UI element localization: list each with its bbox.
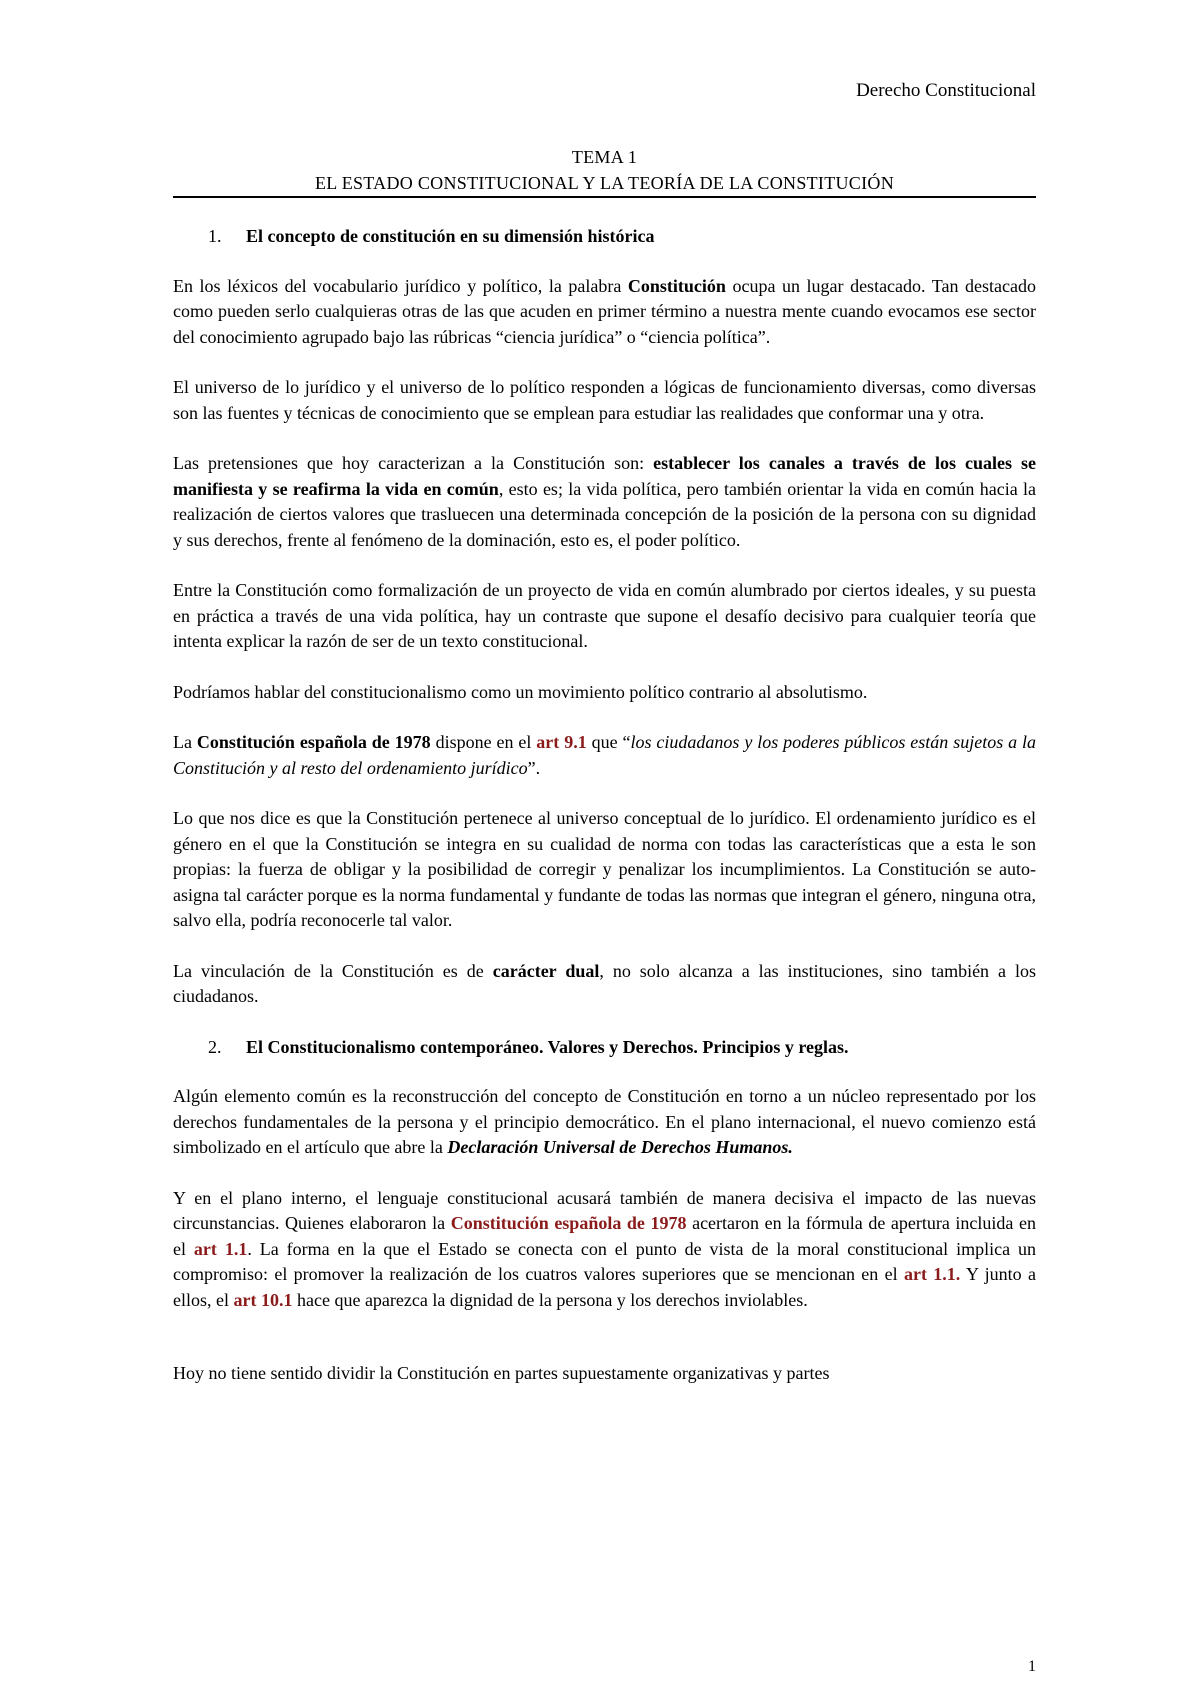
section-number: 1. [208,226,222,246]
title-line-2: EL ESTADO CONSTITUCIONAL Y LA TEORÍA DE LA CONSTITUCIÓN [314,173,895,193]
text-run: Y junto a ellos, el [173,1264,1037,1310]
section-heading-2 [173,1035,1036,1061]
text-run: Algún elemento común es la reconstrucción del concepto de Constitución en torno a un núcleo representado por los derechos fundamentales de la persona y el principio democrático. En el plano internacional, el nuevo comienzo está simbolizado en el artículo que abre la [173,1086,1036,1157]
paragraph [173,1186,1036,1314]
text-run: . La forma en la que el Estado se conecta con el punto de vista de la moral constitucional implica un compromiso: el promover la realización de los cuatros valores superiores que se mencionan en el [173,1238,1036,1284]
bold-italic-term: Declaración Universal de Derechos Humanos. [447,1137,793,1157]
bold-term: Constitución española de 1978 [196,732,431,752]
text-run: Las pretensiones que hoy caracterizan a la Constitución son: [173,453,654,473]
text-run: dispone en el [430,732,537,752]
article-reference: art 10.1 [233,1289,293,1310]
section-heading-1 [173,224,1036,250]
article-reference: art 9.1 [536,732,587,752]
paragraph: Lo que nos dice es que la Constitución pertenece al universo conceptual de lo jurídico. El ordenamiento jurídico es el género en el que la Constitución se integra en su cualidad de norma con todas las características que a esta le son propias: la fuerza de obligar y la posibilidad de corregir y penalizar los incumplimientos. La Constitución se auto-asigna tal carácter porque es la norma fundamental y fundante de todas las normas que integran el género, ninguna otra, salvo ella, podría reconocerle tal valor. [173,808,1036,930]
section-title: El Constitucionalismo contemporáneo. Valores y Derechos. Principios y reglas. [246,1036,849,1057]
paragraph [173,1084,1036,1161]
paragraph: Hoy no tiene sentido dividir la Constitución en partes supuestamente organizativas y partes [173,1363,830,1383]
title-underline [173,196,1036,198]
page-number: 1 [1028,1658,1036,1675]
paragraph: El universo de lo jurídico y el universo de lo político responden a lógicas de funcionamiento diversas, como diversas son las fuentes y técnicas de conocimiento que se emplean para estudiar las realidades que conformar una y otra. [173,377,1036,423]
bold-phrase: establecer los canales a través de los cuales se manifiesta y se reafirma la vida en común [173,453,1036,499]
quoted-text: los ciudadanos y los poderes públicos están sujetos a la Constitución y al resto del ordenamiento jurídico [173,732,1037,778]
text-run: , no solo alcanza a las instituciones, sino también a los ciudadanos. [173,960,1037,1006]
document-body [173,224,1036,1412]
text-run: , esto es; la vida política, pero también orientar la vida en común hacia la realización de ciertos valores que trasluecen una determinada concepción de la posición de la persona con su dignidad y sus derechos, frente al fenómeno de la dominación, esto es, el poder político. [173,478,1036,550]
section-number: 2. [208,1036,222,1057]
text-run: ocupa un lugar destacado. Tan destacado como pueden serlo cualquieras otras de las que acuden en primer término a nuestra mente cuando evocamos ese sector del conocimiento agrupado bajo las rúbricas “ciencia jurídica” o “ciencia política”. [173,275,1037,347]
title-block [173,144,1036,196]
text-run: Y en el plano interno, el lenguaje constitucional acusará también de manera decisiva el impacto de las nuevas circunstancias. Quienes elaboraron la [173,1187,1036,1233]
article-reference: art 1.1. [903,1264,961,1284]
paragraph: Podríamos hablar del constitucionalismo como un movimiento político contrario al absolutismo. [173,681,868,702]
paragraph: Entre la Constitución como formalización de un proyecto de vida en común alumbrado por ciertos ideales, y su puesta en práctica a través de una vida política, hay un contraste que supone el desafío decisivo para cualquier teoría que intenta explicar la razón de ser de un texto constitucional. [173,580,1036,651]
running-header: Derecho Constitucional [856,80,1036,101]
section-title: El concepto de constitución en su dimensión histórica [246,226,655,246]
paragraph [173,959,1036,1010]
bold-term: Constitución [627,275,726,296]
title-line-1: TEMA 1 [571,147,638,167]
text-run: La [173,732,197,752]
paragraph [173,730,1036,781]
text-run: En los léxicos del vocabulario jurídico y político, la palabra [173,275,628,296]
paragraph [173,451,1036,553]
text-run: ”. [527,757,541,778]
law-reference: Constitución española de 1978 [450,1213,687,1233]
bold-term: carácter dual [492,960,600,981]
text-run: La vinculación de la Constitución es de [173,960,493,981]
paragraph [173,274,1036,351]
text-run: que “ [586,732,631,752]
article-reference: art 1.1 [193,1238,248,1259]
text-run: acertaron en la fórmula de apertura incluida en el [173,1213,1036,1259]
text-run: hace que aparezca la dignidad de la persona y los derechos inviolables. [292,1289,808,1310]
